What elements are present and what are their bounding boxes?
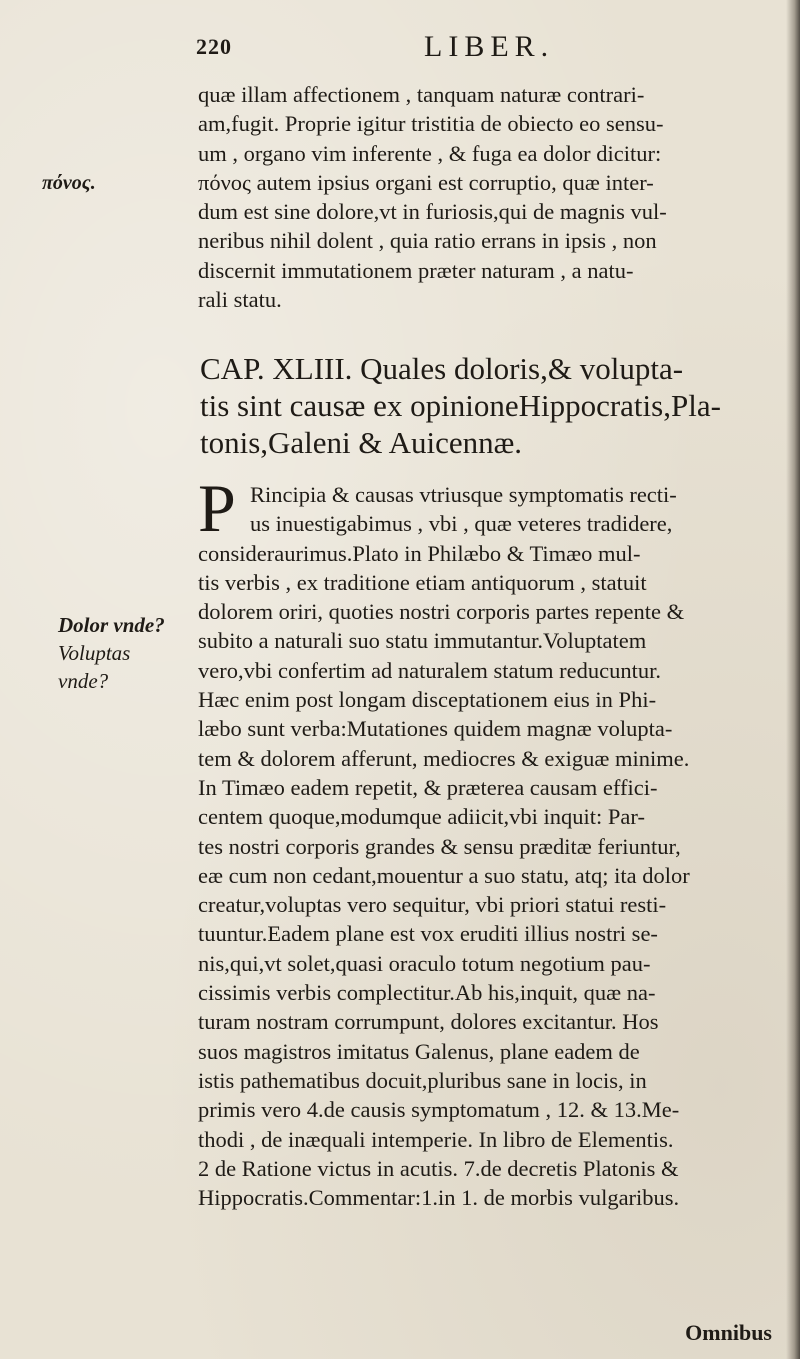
drop-cap: P — [198, 470, 236, 546]
text-line: dum est sine dolore,vt in furiosis,qui de magnis vul- — [198, 199, 667, 225]
text-line: creatur,voluptas vero sequitur, vbi priori statui resti- — [198, 892, 667, 918]
chapter-heading — [200, 350, 770, 461]
text-line: turam nostram corrumpunt, dolores excitantur. Hos — [198, 1009, 659, 1035]
page-header — [196, 30, 756, 70]
marginal-note-greek: πόνος. — [42, 172, 96, 194]
text-line: um , organo vim inferente , & fuga ea dolor dicitur: — [198, 140, 662, 166]
text-line: πόνος autem ipsius organi est corruptio, quæ inter- — [198, 169, 654, 195]
chapter-heading-line: tonis,Galeni & Auicennæ. — [200, 425, 523, 460]
running-title: LIBER. — [424, 30, 555, 63]
text-line: tis verbis , ex traditione etiam antiquorum , statuit — [198, 569, 647, 595]
text-line: In Timæo eadem repetit, & præterea causam effici- — [198, 774, 658, 800]
text-line: tuuntur.Eadem plane est vox eruditi illius nostri se- — [198, 921, 658, 947]
text-line: subito a naturali suo statu immutantur.Voluptatem — [198, 628, 647, 654]
text-line: Hippocratis.Commentar:1.in 1. de morbis vulgaribus. — [198, 1185, 680, 1211]
text-line: am,fugit. Proprie igitur tristitia de obiecto eo sensu- — [198, 111, 664, 137]
paragraph-1 — [198, 80, 764, 314]
text-line: tes nostri corporis grandes & sensu præditæ feriuntur, — [198, 833, 681, 859]
catchword: Omnibus — [685, 1320, 772, 1345]
text-line: tem & dolorem afferunt, mediocres & exiguæ minime. — [198, 745, 690, 771]
text-line: Hæc enim post longam disceptationem eius in Phi- — [198, 687, 657, 713]
text-line: istis pathematibus docuit,pluribus sane in locis, in — [198, 1067, 647, 1093]
text-line: neribus nihil dolent , quia ratio errans in ipsis , non — [198, 228, 657, 254]
chapter-heading-line: tis sint causæ ex opinioneHippocratis,Pla- — [200, 388, 721, 423]
text-line: us inuestigabimus , vbi , quæ veteres tradidere, — [250, 511, 673, 537]
text-line: nis,qui,vt solet,quasi oraculo totum negotium pau- — [198, 950, 651, 976]
text-line: dolorem oriri, quoties nostri corporis partes repente & — [198, 599, 685, 625]
text-line: primis vero 4.de causis symptomatum , 12. & 13.Me- — [198, 1097, 680, 1123]
text-line: rali statu. — [198, 287, 282, 313]
text-line: 2 de Ratione victus in acutis. 7.de decretis Platonis & — [198, 1155, 679, 1181]
text-line: quæ illam affectionem , tanquam naturæ contrari- — [198, 82, 645, 107]
text-line: consideraurimus.Plato in Philæbo & Timæo mul- — [198, 540, 641, 566]
text-line: thodi , de inæquali intemperie. In libro de Elementis. — [198, 1126, 674, 1152]
marginal-note-unde: vnde? — [58, 669, 109, 693]
text-line: eæ cum non cedant,mouentur a suo statu, atq; ita dolor — [198, 862, 690, 888]
page-number: 220 — [196, 34, 232, 59]
paragraph-2 — [198, 470, 764, 1212]
page-edge-shadow — [786, 0, 800, 1359]
text-line: læbo sunt verba:Mutationes quidem magnæ volupta- — [198, 716, 673, 742]
chapter-heading-line: CAP. XLIII. Quales doloris,& volupta- — [200, 351, 684, 386]
marginal-note-dolor: Dolor vnde? — [58, 613, 165, 637]
text-line: vero,vbi confertim ad naturalem statum reducuntur. — [198, 657, 661, 683]
text-line: discernit immutationem præter naturam , a natu- — [198, 257, 634, 283]
text-line: Rincipia & causas vtriusque symptomatis recti- — [250, 482, 677, 507]
marginal-note-voluptas: Voluptas — [58, 641, 131, 665]
text-line: centem quoque,modumque adiicit,vbi inquit: Par- — [198, 804, 645, 830]
text-line: suos magistros imitatus Galenus, plane eadem de — [198, 1038, 640, 1064]
text-line: cissimis verbis complectitur.Ab his,inquit, quæ na- — [198, 980, 656, 1006]
